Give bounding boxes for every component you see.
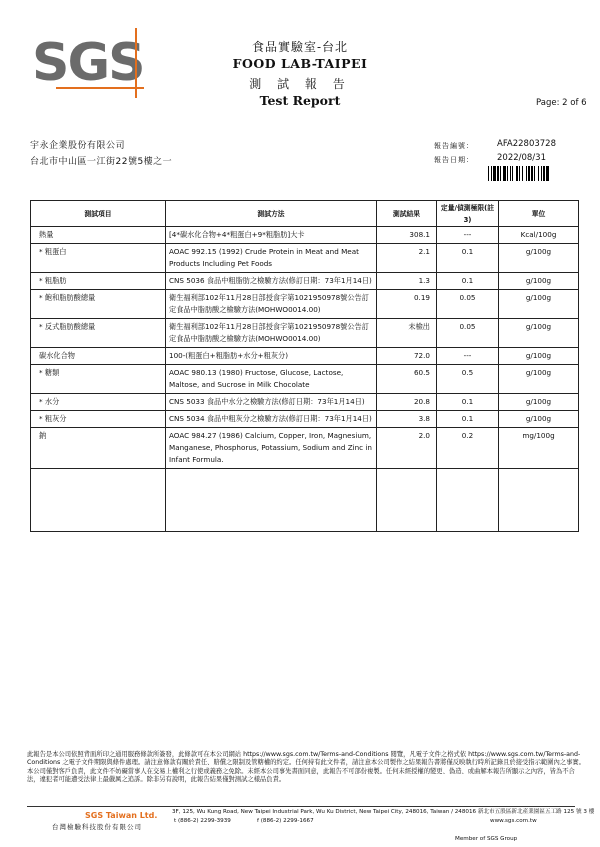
results-table — [30, 200, 579, 532]
table-row-blank — [31, 469, 579, 532]
report-title-zh: 測 試 報 告 — [249, 77, 351, 91]
table-row — [31, 365, 579, 394]
unit-cell: g/100g — [499, 244, 579, 273]
result-cell: 20.8 — [377, 394, 437, 411]
footer-address: 3F, 125, Wu Kung Road, New Taipei Industrial Park, Wu Ku District, New Taipei City, 248016, Taiwan / 248016 新北市五股區新北產業園區五工路 125 號 3 樓 — [172, 809, 595, 815]
blank-cell — [166, 469, 377, 532]
method-cell: CNS 5034 食品中粗灰分之檢驗方法(修訂日期：73年1月14日) — [166, 411, 377, 428]
table-row — [31, 428, 579, 469]
result-cell: 60.5 — [377, 365, 437, 394]
blank-cell — [31, 469, 166, 532]
header-unit: 單位 — [499, 201, 579, 227]
limit-cell: --- — [437, 227, 499, 244]
unit-cell: mg/100g — [499, 428, 579, 469]
table-row — [31, 411, 579, 428]
result-cell: 3.8 — [377, 411, 437, 428]
report-title-en: Test Report — [259, 93, 341, 108]
page-number: Page: 2 of 6 — [536, 98, 587, 108]
report-number: AFA22803728 — [497, 139, 557, 149]
unit-cell: g/100g — [499, 273, 579, 290]
item-cell: * 反式脂肪酸總量 — [31, 319, 166, 348]
table-row — [31, 273, 579, 290]
result-cell: 1.3 — [377, 273, 437, 290]
unit-cell: Kcal/100g — [499, 227, 579, 244]
report-date: 2022/08/31 — [497, 153, 546, 163]
item-cell: 熱量 — [31, 227, 166, 244]
item-cell: 鈉 — [31, 428, 166, 469]
item-cell: * 粗灰分 — [31, 411, 166, 428]
limit-cell: 0.1 — [437, 394, 499, 411]
unit-cell: g/100g — [499, 348, 579, 365]
item-cell: * 糖類 — [31, 365, 166, 394]
blank-cell — [437, 469, 499, 532]
method-cell: CNS 5036 食品中粗脂肪之檢驗方法(修訂日期：73年1月14日) — [166, 273, 377, 290]
lab-name-en: FOOD LAB-TAIPEI — [232, 56, 368, 71]
limit-cell: 0.1 — [437, 411, 499, 428]
lab-name-zh: 食品實驗室-台北 — [251, 40, 349, 54]
sgs-logo — [26, 28, 144, 98]
result-cell: 0.19 — [377, 290, 437, 319]
unit-cell: g/100g — [499, 319, 579, 348]
limit-cell: 0.05 — [437, 290, 499, 319]
disclaimer-text: 此報告是本公司依照背面所印之通用服務條款所簽發，此條款可在本公司網站 https://www.sgs.com.tw/Terms-and-Conditions 閱覽，凡電子文件之格式依 https://www.sgs.com.tw/Terms-and-Conditions 之電子文件期限與條件處理。請注意條款有關於責任、賠償之限制及管轄權的約定。任何持有此文件者，請注意本公司製作之結果報告書將僅反映執行時所記錄且於接受指示範圍內之事實。本公司僅對客戶負責，此文件不妨礙當事人在交易上權利之行使或義務之免除。未經本公司事先書面同意，此報告不可部份複製。任何未經授權的變更、偽造、或曲解本報告所顯示之內容，皆為不合法，違犯者可能遭受法律上最嚴厲之追訴。除非另有說明，此報告結果僅對測試之樣品負責。 — [27, 751, 585, 783]
client-company: 宇永企業股份有限公司 — [30, 141, 126, 151]
item-cell: * 水分 — [31, 394, 166, 411]
limit-cell: 0.1 — [437, 244, 499, 273]
blank-cell — [377, 469, 437, 532]
result-cell: 72.0 — [377, 348, 437, 365]
method-cell: 衛生福利部102年11月28日部授食字第1021950978號公告訂定食品中脂肪酸之檢驗方法(MOHWO0014.00) — [166, 290, 377, 319]
limit-cell: 0.1 — [437, 273, 499, 290]
table-row — [31, 244, 579, 273]
table-header-row — [31, 201, 579, 227]
limit-cell: --- — [437, 348, 499, 365]
footer-company-en: SGS Taiwan Ltd. — [85, 811, 158, 820]
footer-fax: f (886-2) 2299-1667 — [257, 818, 314, 824]
unit-cell: g/100g — [499, 290, 579, 319]
method-cell: AOAC 980.13 (1980) Fructose, Glucose, Lactose, Maltose, and Sucrose in Milk Chocolate — [166, 365, 377, 394]
barcode — [488, 166, 575, 181]
limit-cell: 0.05 — [437, 319, 499, 348]
footer-telephone: t (886-2) 2299-3939 — [174, 818, 231, 824]
result-cell: 2.0 — [377, 428, 437, 469]
client-address: 台北市中山區一江街22號5樓之一 — [30, 157, 173, 167]
limit-cell: 0.2 — [437, 428, 499, 469]
footer-company-zh: 台灣檢驗科技股份有限公司 — [52, 823, 142, 831]
sgs-logo-text: SGS — [32, 33, 144, 93]
table-row — [31, 290, 579, 319]
result-cell: 2.1 — [377, 244, 437, 273]
method-cell: AOAC 992.15 (1992) Crude Protein in Meat and Meat Products Including Pet Foods — [166, 244, 377, 273]
limit-cell: 0.5 — [437, 365, 499, 394]
method-cell: 100-(粗蛋白+粗脂肪+水分+粗灰分) — [166, 348, 377, 365]
header-method: 測試方法 — [166, 201, 377, 227]
item-cell: * 飽和脂肪酸總量 — [31, 290, 166, 319]
item-cell: * 粗脂肪 — [31, 273, 166, 290]
item-cell: * 粗蛋白 — [31, 244, 166, 273]
table-row — [31, 348, 579, 365]
unit-cell: g/100g — [499, 411, 579, 428]
table-row — [31, 394, 579, 411]
header-item: 測試項目 — [31, 201, 166, 227]
method-cell: [4*碳水化合物+4*粗蛋白+9*粗脂肪]大卡 — [166, 227, 377, 244]
header-result: 測試結果 — [377, 201, 437, 227]
result-cell: 308.1 — [377, 227, 437, 244]
table-row — [31, 319, 579, 348]
report-date-label: 報告日期： — [434, 156, 474, 164]
method-cell: AOAC 984.27 (1986) Calcium, Copper, Iron, Magnesium, Manganese, Phosphorus, Potassium, Sodium and Zinc in Infant Formula. — [166, 428, 377, 469]
unit-cell: g/100g — [499, 394, 579, 411]
unit-cell: g/100g — [499, 365, 579, 394]
table-row — [31, 227, 579, 244]
member-of-sgs: Member of SGS Group — [455, 836, 518, 842]
blank-cell — [499, 469, 579, 532]
method-cell: 衛生福利部102年11月28日部授食字第1021950978號公告訂定食品中脂肪酸之檢驗方法(MOHWO0014.00) — [166, 319, 377, 348]
result-cell: 未檢出 — [377, 319, 437, 348]
method-cell: CNS 5033 食品中水分之檢驗方法(修訂日期：73年1月14日) — [166, 394, 377, 411]
footer-website: www.sgs.com.tw — [490, 818, 537, 824]
item-cell: 碳水化合物 — [31, 348, 166, 365]
header-limit: 定量/偵測極限(註3) — [437, 201, 499, 227]
report-number-label: 報告編號： — [434, 142, 474, 150]
